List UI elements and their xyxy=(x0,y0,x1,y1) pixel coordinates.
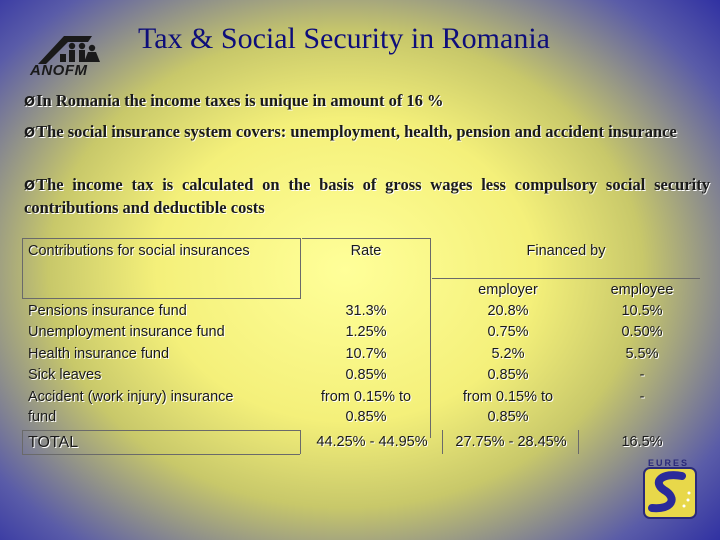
total-employer-right-border xyxy=(578,430,579,454)
total-rate: 44.25% - 44.95% xyxy=(316,434,428,450)
row-rate-pensions: 31.3% xyxy=(345,303,387,319)
bullet-income-tax xyxy=(24,90,710,113)
bullet-tax-basis xyxy=(24,174,710,218)
row-name-pensions: Pensions insurance fund xyxy=(28,303,187,319)
row-employee-sick-leaves: - xyxy=(639,367,645,383)
row-employer-sick-leaves: 0.85% xyxy=(487,367,529,383)
header-financed-by: Financed by xyxy=(526,243,606,259)
row-employer-pensions: 20.8% xyxy=(487,303,529,319)
row-rate-health: 10.7% xyxy=(345,346,387,362)
header-employer: employer xyxy=(478,282,538,298)
row-rate-accident-line2: 0.85% xyxy=(345,409,387,425)
total-employer: 27.75% - 28.45% xyxy=(455,434,567,450)
row-employee-health: 5.5% xyxy=(625,346,659,362)
rate-right-border xyxy=(430,238,431,438)
bullet-text: The social insurance system covers: unemployment, health, pension and accident insurance xyxy=(36,122,677,141)
row-employee-accident: - xyxy=(639,389,645,405)
table-border-top xyxy=(22,238,300,239)
total-label: TOTAL xyxy=(28,434,79,451)
total-left-border xyxy=(22,430,23,454)
row-name-accident-line1: Accident (work injury) insurance xyxy=(28,389,234,405)
bullet-arrow-icon: Ø xyxy=(24,95,36,110)
rate-header-top-border xyxy=(302,238,430,239)
header-employee: employee xyxy=(610,282,674,298)
row-employer-accident-line2: 0.85% xyxy=(487,409,529,425)
table-border-left xyxy=(22,238,23,298)
header-contributions: Contributions for social insurances xyxy=(28,243,250,259)
bullet-text: The income tax is calculated on the basis of gross wages less compulsory social security contributions and deductible costs xyxy=(24,175,710,217)
bullet-arrow-icon: Ø xyxy=(24,179,36,194)
header-rate: Rate xyxy=(350,243,382,259)
row-name-accident-line2: fund xyxy=(28,409,57,425)
total-label-right-border xyxy=(300,430,301,454)
row-name-unemployment: Unemployment insurance fund xyxy=(28,324,225,340)
total-bottom-border xyxy=(22,454,300,455)
row-employer-health: 5.2% xyxy=(491,346,525,362)
financed-by-underline xyxy=(432,278,700,279)
row-name-health: Health insurance fund xyxy=(28,346,170,362)
row-name-sick-leaves: Sick leaves xyxy=(28,367,102,383)
row-rate-unemployment: 1.25% xyxy=(345,324,387,340)
bullet-social-insurance xyxy=(24,121,710,144)
row-employee-pensions: 10.5% xyxy=(621,303,663,319)
row-rate-accident-line1: from 0.15% to xyxy=(320,389,412,405)
total-top-border xyxy=(22,430,300,431)
row-employer-accident-line1: from 0.15% to xyxy=(462,389,554,405)
bullet-text: In Romania the income taxes is unique in amount of 16 % xyxy=(36,91,444,110)
eures-logo-text: EURES xyxy=(648,458,690,468)
row-employer-unemployment: 0.75% xyxy=(487,324,529,340)
total-employee: 16.5% xyxy=(621,434,663,450)
bullet-arrow-icon: Ø xyxy=(24,126,36,141)
total-rate-right-border xyxy=(442,430,443,454)
page-title: Tax & Social Security in Romania xyxy=(138,22,550,55)
row-rate-sick-leaves: 0.85% xyxy=(345,367,387,383)
anofm-logo-text: ANOFM xyxy=(30,62,88,79)
row-employee-unemployment: 0.50% xyxy=(621,324,663,340)
